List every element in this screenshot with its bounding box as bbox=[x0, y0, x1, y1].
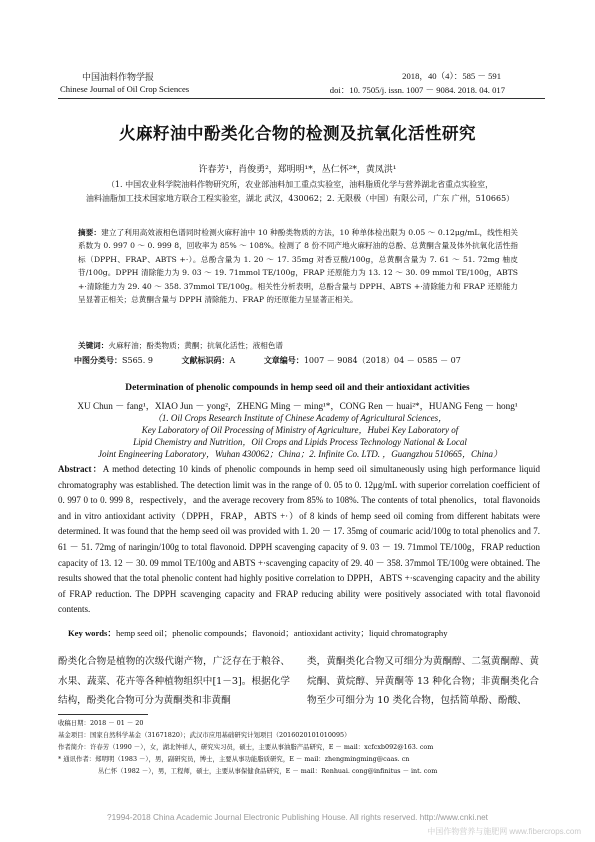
abstract-en-text: A method detecting 10 kinds of phenolic compounds in hemp seed oil simultaneously using high performance liquid chromatography was established. The detection limit was in the range of 0. 05 to 0. 12μg/mL with superior correlation coefficient of 0. 997 0 to 0. 999 8，respectively，and the average recovery from 85% to 108%. The contents of total phenolics，total flavonoids and in vitro antioxidant activity（DPPH，FRAP，ABTS +·）of 8 kinds of hemp seed oil coming from different habitats were determined. It was found that the hemp seed oil was provided with 1. 20 － 17. 35mg of coumaric acid/100g to total phenolics and 7. 61 － 51. 72mg of naringin/100g to total flavonoid. DPPH scavenging capacity of 9. 03 － 19. 71mmol TE/100g，FRAP reduction capacity of 13. 12 － 30. 09 mmol TE/100g and ABTS +·scavenging capacity of 29. 40 － 358. 37mmol TE/100g were obtained. The results showed that the total phenolic content had highly positive correlation to DPPH，ABTS +·scavenging capacity and the ability of FRAP reduction. The DPPH scavenging capacity and FRAP reducing ability were positively associated with total flavonoid contents. bbox=[58, 464, 540, 615]
keywords-en bbox=[68, 627, 448, 639]
authors-cn: 许春芳¹，肖俊勇²，郑明明¹*，丛仁怀²*，黄凤洪¹ bbox=[198, 165, 397, 175]
clc-value: S565. 9 bbox=[122, 356, 153, 365]
abstract-cn-text: 建立了利用高效液相色谱同时检测火麻籽油中 10 种酚类物质的方法，10 种单体检出限为 0.05 ～ 0.12μg/mL，线性相关系数为 0. 997 0 ～ 0. 999 8，回收率为 85% ～ 108%。检测了 8 份不同产地火麻籽油的总酚、总黄酮含量及体外抗氧化活性指标（DPPH、FRAP、ABTS +·）。总酚含量为 1. 20 ～ 17. 35mg 对香豆酸/100g，总黄酮含量为 7. 61 ～ 51. 72mg 柚皮苷/100g。DPPH 清除能力为 9. 03 ～ 19. 71mmol TE/100g，FRAP 还原能力为 13. 12 ～ 30. 09 mmol TE/100g，ABTS +·清除能力为 29. 40 ～ 358. 37mmol TE/100g。相关性分析表明，总酚含量与 DPPH、ABTS +·清除能力和 FRAP 还原能力呈显著正相关；总黄酮含量与 DPPH 清除能力、FRAP 的还原能力呈显著正相关。 bbox=[78, 228, 519, 305]
affiliation-cn-line-2: 油料油脂加工技术国家地方联合工程实验室，湖北 武汉，430062；2. 无限极（中国）有限公司，广东 广州，510665） bbox=[85, 194, 515, 203]
journal-name-cn: 中国油料作物学报 bbox=[82, 73, 155, 83]
keywords-cn bbox=[78, 339, 518, 352]
abstract-en bbox=[58, 462, 540, 618]
journal-name-en: Chinese Journal of Oil Crop Sciences bbox=[60, 84, 190, 94]
affiliation-en-line-1: （1. Oil Crops Research Institute of Chinese Academy of Agricultural Sciences， bbox=[152, 413, 448, 423]
affiliation-cn-line-1: （1. 中国农业科学院油料作物研究所，农业部油料加工重点实验室，油料脂质化学与营养湖北省重点实验室， bbox=[106, 180, 494, 189]
affiliation-en-line-4: Joint Engineering Laboratory，Wuhan 430062；China；2. Infinite Co. LTD. ，Guangzhou 510665，China） bbox=[97, 449, 503, 459]
copyright-bar: ?1994-2018 China Academic Journal Electronic Publishing House. All rights reserved. http://www.cnki.net bbox=[107, 813, 488, 822]
body-column-left: 酚类化合物是植物的次级代谢产物，广泛存在于粮谷、水果、蔬菜、花卉等各种植物组织中[1－3]。根据化学结构，酚类化合物可分为黄酮类和非黄酮 bbox=[58, 656, 290, 706]
paper-title-en: Determination of phenolic compounds in hemp seed oil and their antioxidant activities bbox=[125, 383, 470, 393]
affiliation-en-line-3: Lipid Chemistry and Nutrition，Oil Crops and Lipids Process Technology National & Local bbox=[133, 437, 467, 447]
keywords-cn-text: 火麻籽油；酚类物质；黄酮；抗氧化活性；液相色谱 bbox=[108, 341, 284, 350]
abstract-en-label: Abstract： bbox=[58, 464, 103, 474]
keywords-cn-label: 关键词： bbox=[78, 341, 109, 350]
affiliation-en-line-2: Key Laboratory of Oil Processing of Ministry of Agriculture，Hubei Key Laboratory of bbox=[141, 425, 459, 435]
watermark: 中国作物营养与施肥网 www.fibercrops.com bbox=[427, 827, 581, 836]
header-divider bbox=[58, 98, 545, 99]
keywords-en-label: Key words： bbox=[68, 628, 116, 638]
issue-info: 2018，40（4）：585 － 591 bbox=[402, 71, 501, 81]
footnote-divider bbox=[58, 714, 148, 715]
abstract-cn bbox=[78, 226, 518, 306]
doc-code-label: 文献标识码： bbox=[181, 355, 230, 365]
article-id-value: 1007 － 9084（2018）04 － 0585 － 07 bbox=[303, 356, 461, 365]
authors-en: XU Chun － fang¹，XIAO Jun － yong²，ZHENG Ming － ming¹*，CONG Ren － huai²*，HUANG Feng － hong¹ bbox=[77, 401, 518, 411]
classification-line bbox=[74, 355, 461, 366]
footnote-funding: 基金项目：国家自然科学基金（31671820）；武汉市应用基础研究计划项目（2016020101010095） bbox=[58, 731, 351, 739]
doc-code-value: A bbox=[229, 356, 236, 365]
clc-label: 中图分类号： bbox=[74, 355, 122, 365]
body-column-right: 类，黄酮类化合物又可细分为黄酮醇、二氢黄酮醇、黄烷酮、黄烷醇、异黄酮等 13 种化合物；非黄酮类化合物至少可细分为 10 类化合物，包括简单酚、酚酸、 bbox=[307, 656, 539, 706]
article-id-label: 文章编号： bbox=[263, 355, 304, 365]
footnote-corresponding-2: 丛仁怀（1982 －），男，工程师，硕士，主要从事保健食品研究，E － mail：Renhuai. cong@infinitus － int. com bbox=[98, 767, 438, 775]
keywords-en-text: hemp seed oil；phenolic compounds；flavonoid；antioxidant activity；liquid chromatography bbox=[115, 628, 448, 638]
abstract-cn-label: 摘要： bbox=[78, 228, 102, 237]
footnote-author-bio: 作者简介：许春芳（1990 －），女，湖北钟祥人，研究实习员，硕士，主要从事油脂产品研究，E － mail：xcfcxb092@163. com bbox=[58, 743, 434, 751]
doi[interactable]: doi：10. 7505/j. issn. 1007 － 9084. 2018. 04. 017 bbox=[329, 85, 505, 95]
footnote-received: 收稿日期：2018 － 01 － 20 bbox=[58, 719, 144, 727]
paper-title-cn: 火麻籽油中酚类化合物的检测及抗氧化活性研究 bbox=[119, 124, 476, 143]
footnote-corresponding-1: * 通讯作者：郑明明（1983 －），男，副研究员，博士，主要从事功能脂质研究，E － mail：zhengmingming@caas. cn bbox=[58, 755, 410, 763]
